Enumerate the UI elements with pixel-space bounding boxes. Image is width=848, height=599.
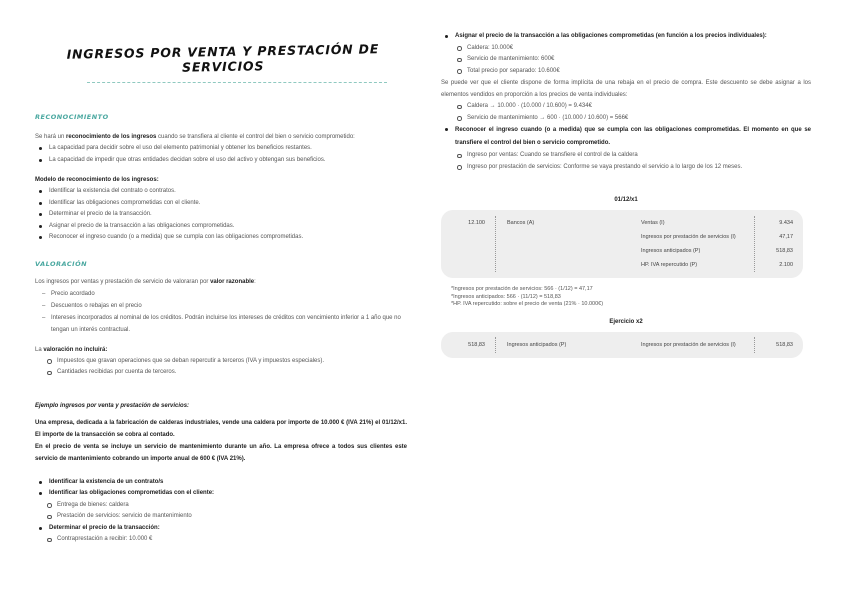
step4-items xyxy=(441,43,811,78)
ejemplo-heading: Ejemplo ingresos por venta y prestación de servicios: xyxy=(35,402,190,409)
discount-text: Se puede ver que el cliente dispone de forma implícita de una rebaja en el precio de compra. Este descuento se debe asignar a los elementos vendidos en proporción a los precios de venta individuales: xyxy=(441,80,811,98)
credit-amount: 9.434 xyxy=(779,220,793,226)
journal-entry-2 xyxy=(441,332,803,358)
list-item: Identificar la existencia de un contrato/s xyxy=(35,477,407,489)
ledger-divider xyxy=(495,337,496,353)
entry-date-1: 01/12/x1 xyxy=(614,197,638,203)
debit-amount: 12.100 xyxy=(468,220,485,226)
credit-amount: 518,83 xyxy=(776,248,793,254)
control-list xyxy=(35,143,407,166)
list-item: Asignar el precio de la transacción a las obligaciones comprometidas (en función a los precios individuales): xyxy=(441,31,811,43)
title-divider xyxy=(87,82,387,83)
list-item: La capacidad para decidir sobre el uso del elemento patrimonial y obtener los beneficios restantes. xyxy=(35,143,407,155)
no-incluira-list xyxy=(35,356,407,379)
debit-account: Ingresos anticipados (P) xyxy=(507,341,567,348)
credit-account: Ingresos anticipados (P) xyxy=(641,248,701,254)
list-item: Reconocer el ingreso cuando (o a medida) que se cumpla con las obligaciones comprometidas. El momento en que se transfiere el control del bien o servicio comprometido. xyxy=(441,124,811,150)
credit-amount: 518,83 xyxy=(776,341,793,348)
step5-list xyxy=(441,124,811,150)
reconocimiento-heading: RECONOCIMIENTO xyxy=(35,113,109,121)
list-item: Identificar la existencia del contrato o contratos. xyxy=(35,186,407,198)
valoracion-heading: VALORACIÓN xyxy=(35,259,88,268)
discount-list xyxy=(441,101,811,124)
step2-list xyxy=(35,500,407,523)
credit-account: Ingresos por prestación de servicios (I) xyxy=(641,341,736,348)
model-heading: Modelo de reconocimiento de los ingresos: xyxy=(35,177,159,183)
list-item: Entrega de bienes: caldera xyxy=(35,500,407,512)
credit-amount: 2.100 xyxy=(779,262,793,268)
note-line: *Ingresos anticipados: 566 · (11/12) = 518,83 xyxy=(451,293,561,300)
ledger-divider xyxy=(495,216,496,272)
list-item: Contraprestación a recibir: 10.000 € xyxy=(35,534,407,546)
model-list xyxy=(35,186,407,244)
list-item: Ingreso por prestación de servicios: Conforme se vaya prestando el servicio a lo largo de los 12 meses. xyxy=(441,162,811,174)
journal-entry-1 xyxy=(441,210,803,278)
list-item: Identificar las obligaciones comprometidas con el cliente. xyxy=(35,198,407,210)
list-item: Determinar el precio de la transacción. xyxy=(35,209,407,221)
list-item: – Intereses incorporados al nominal de los créditos. Podrán incluirse los intereses de créditos con vencimiento inferior a 1 año que no tengan un interés contractual. xyxy=(35,312,407,336)
step5-items xyxy=(441,150,811,173)
entry-date-2: Ejercicio x2 xyxy=(609,318,643,325)
reconocimiento-intro: Se hará un reconocimiento de los ingresos cuando se transfiera al cliente el control del bien o servicio comprometido: xyxy=(35,134,355,140)
list-item: Caldera: 10.000€ xyxy=(441,43,811,55)
list-item: Reconocer el ingreso cuando (o a medida) que se cumpla con las obligaciones comprometidas. xyxy=(35,232,407,244)
step3-list xyxy=(35,534,407,546)
debit-amount: 518,83 xyxy=(468,341,485,348)
ejemplo-steps-cont xyxy=(35,523,407,535)
credit-account: Ingresos por prestación de servicios (I) xyxy=(641,234,736,240)
list-item: Determinar el precio de la transacción: xyxy=(35,523,407,535)
note-line: *Ingresos por prestación de servicios: 566 · (1/12) = 47,17 xyxy=(451,286,593,292)
list-item: – Precio acordado xyxy=(35,288,407,300)
list-item: La capacidad de impedir que otras entidades decidan sobre el uso del activo y obtengan sus beneficios. xyxy=(35,155,407,167)
step4-list xyxy=(441,31,811,43)
credit-account: HP. IVA repercutido (P) xyxy=(641,262,698,268)
debit-account: Bancos (A) xyxy=(507,220,535,226)
ejemplo-text-2: En el precio de venta se incluye un servicio de mantenimiento durante un año. La empresa ofrece a todos sus clientes este servicio de mantenimiento cobrando un importe anual de 600 € (IVA 21%). xyxy=(35,443,407,462)
list-item: Servicio de mantenimiento → 600 · (10.000 / 10.600) = 566€ xyxy=(441,113,811,125)
list-item: – Descuentos o rebajas en el precio xyxy=(35,300,407,312)
list-item: Servicio de mantenimiento: 600€ xyxy=(441,54,811,66)
list-item: Cantidades recibidas por cuenta de terceros. xyxy=(35,367,407,379)
left-column xyxy=(35,40,407,546)
entry-notes xyxy=(451,286,811,309)
ejemplo-steps xyxy=(35,477,407,500)
note-line: *HP. IVA repercutido: sobre el precio de venta (21% · 10.000€) xyxy=(451,301,604,307)
valoracion-intro: Los ingresos por ventas y prestación de servicio de valoraran por valor razonable: xyxy=(35,278,256,285)
page-title: INGRESOS POR VENTA Y PRESTACIÓN DE SERVICIOS xyxy=(66,41,380,75)
credit-amount: 47,17 xyxy=(779,234,793,240)
list-item: Ingreso por ventas: Cuando se transfiere el control de la caldera xyxy=(441,150,811,162)
list-item: Total precio por separado: 10.600€ xyxy=(441,66,811,78)
list-item: Impuestos que gravan operaciones que se deban repercutir a terceros (IVA y impuestos especiales). xyxy=(35,356,407,368)
credit-account: Ventas (I) xyxy=(641,220,665,226)
list-item: Caldera → 10.000 · (10.000 / 10.600) = 9.434€ xyxy=(441,101,811,113)
list-item: Asignar el precio de la transacción a las obligaciones comprometidas. xyxy=(35,221,407,233)
ejemplo-text-1: Una empresa, dedicada a la fabricación de calderas industriales, vende una caldera por importe de 10.000 € (IVA 21%) el 01/12/x1. El importe de la transacción se cobra al contado. xyxy=(35,419,407,438)
right-column xyxy=(441,31,811,358)
list-item: Prestación de servicios: servicio de mantenimiento xyxy=(35,511,407,523)
no-incluira-heading: La valoración no incluirá: xyxy=(35,346,108,353)
valoracion-list xyxy=(35,288,407,336)
list-item: Identificar las obligaciones comprometidas con el cliente: xyxy=(35,488,407,500)
